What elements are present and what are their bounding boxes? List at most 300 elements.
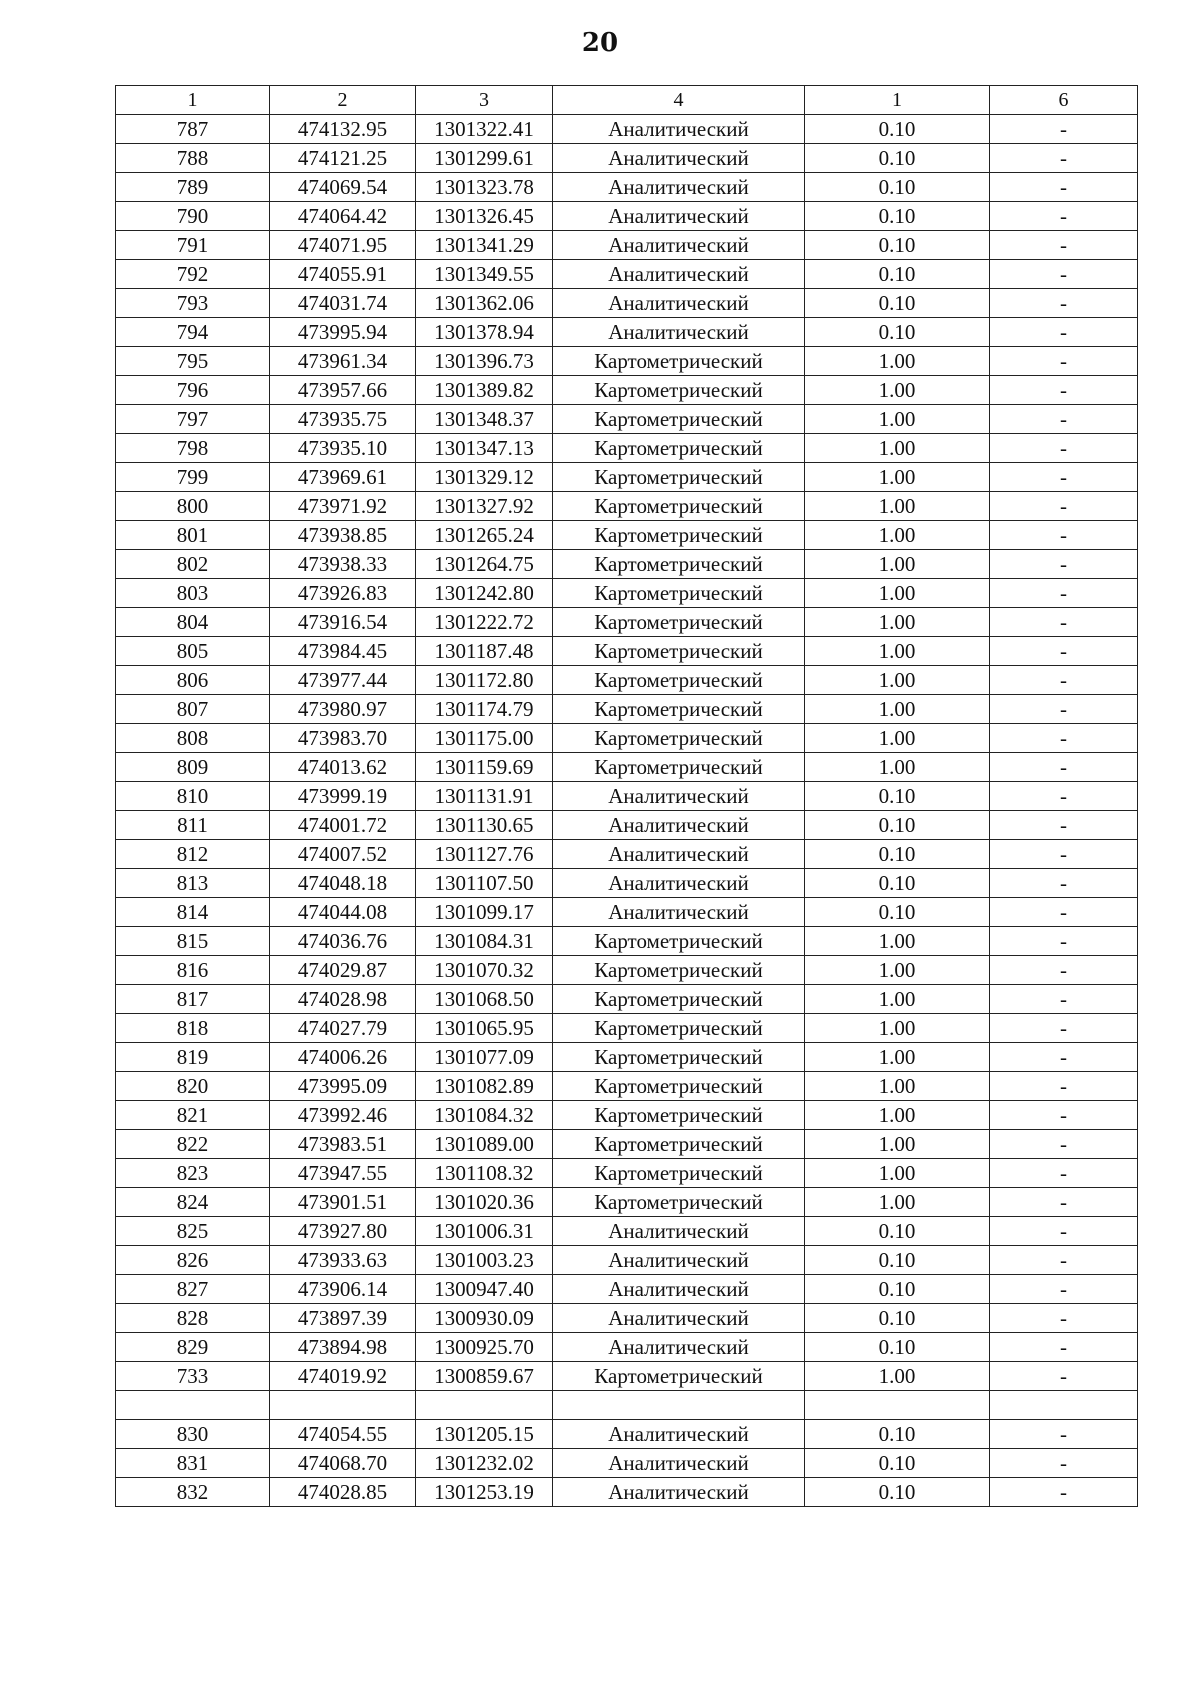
x-coordinate-cell: 473947.55 — [270, 1159, 416, 1188]
x-coordinate-cell: 473992.46 — [270, 1101, 416, 1130]
y-coordinate-cell: 1301347.13 — [416, 434, 553, 463]
note-cell: - — [990, 463, 1138, 492]
y-coordinate-cell: 1301070.32 — [416, 956, 553, 985]
table-header-row — [116, 86, 1138, 115]
accuracy-cell: 1.00 — [805, 1101, 990, 1130]
table-row — [116, 724, 1138, 753]
method-cell: Аналитический — [553, 811, 805, 840]
method-cell: Картометрический — [553, 1159, 805, 1188]
accuracy-cell: 0.10 — [805, 318, 990, 347]
x-coordinate-cell: 474069.54 — [270, 173, 416, 202]
note-cell: - — [990, 260, 1138, 289]
x-coordinate-cell: 473995.94 — [270, 318, 416, 347]
y-coordinate-cell: 1301065.95 — [416, 1014, 553, 1043]
table-row — [116, 115, 1138, 144]
table-row — [116, 1188, 1138, 1217]
column-header: 1 — [805, 86, 990, 115]
table-row — [116, 550, 1138, 579]
accuracy-cell: 1.00 — [805, 1130, 990, 1159]
y-coordinate-cell: 1300930.09 — [416, 1304, 553, 1333]
method-cell: Аналитический — [553, 1333, 805, 1362]
x-coordinate-cell: 474028.85 — [270, 1478, 416, 1507]
point-number-cell: 810 — [116, 782, 270, 811]
method-cell: Аналитический — [553, 1420, 805, 1449]
accuracy-cell: 1.00 — [805, 579, 990, 608]
table-row — [116, 1217, 1138, 1246]
y-coordinate-cell: 1301349.55 — [416, 260, 553, 289]
method-cell: Аналитический — [553, 115, 805, 144]
table-row — [116, 637, 1138, 666]
table-row — [116, 405, 1138, 434]
x-coordinate-cell: 474121.25 — [270, 144, 416, 173]
method-cell: Аналитический — [553, 260, 805, 289]
accuracy-cell: 0.10 — [805, 869, 990, 898]
point-number-cell: 797 — [116, 405, 270, 434]
method-cell: Картометрический — [553, 1130, 805, 1159]
y-coordinate-cell: 1301175.00 — [416, 724, 553, 753]
note-cell: - — [990, 695, 1138, 724]
accuracy-cell: 1.00 — [805, 927, 990, 956]
y-coordinate-cell: 1301006.31 — [416, 1217, 553, 1246]
note-cell: - — [990, 434, 1138, 463]
x-coordinate-cell: 474019.92 — [270, 1362, 416, 1391]
method-cell: Картометрический — [553, 405, 805, 434]
method-cell: Картометрический — [553, 985, 805, 1014]
accuracy-cell: 1.00 — [805, 405, 990, 434]
table-row — [116, 608, 1138, 637]
x-coordinate-cell: 473901.51 — [270, 1188, 416, 1217]
note-cell: - — [990, 1362, 1138, 1391]
note-cell: - — [990, 231, 1138, 260]
table-row — [116, 985, 1138, 1014]
accuracy-cell: 0.10 — [805, 782, 990, 811]
y-coordinate-cell: 1301205.15 — [416, 1420, 553, 1449]
table-row — [116, 1362, 1138, 1391]
x-coordinate-cell: 474054.55 — [270, 1420, 416, 1449]
point-number-cell: 814 — [116, 898, 270, 927]
note-cell: - — [990, 579, 1138, 608]
y-coordinate-cell: 1301077.09 — [416, 1043, 553, 1072]
accuracy-cell: 0.10 — [805, 840, 990, 869]
point-number-cell: 809 — [116, 753, 270, 782]
method-cell: Картометрический — [553, 550, 805, 579]
x-coordinate-cell: 473933.63 — [270, 1246, 416, 1275]
accuracy-cell: 1.00 — [805, 434, 990, 463]
y-coordinate-cell: 1300925.70 — [416, 1333, 553, 1362]
note-cell: - — [990, 1188, 1138, 1217]
y-coordinate-cell: 1301082.89 — [416, 1072, 553, 1101]
accuracy-cell: 1.00 — [805, 724, 990, 753]
table-row — [116, 666, 1138, 695]
column-header: 3 — [416, 86, 553, 115]
method-cell: Картометрический — [553, 927, 805, 956]
table-row — [116, 1275, 1138, 1304]
point-number-cell: 825 — [116, 1217, 270, 1246]
accuracy-cell: 0.10 — [805, 260, 990, 289]
accuracy-cell: 1.00 — [805, 1014, 990, 1043]
x-coordinate-cell: 474036.76 — [270, 927, 416, 956]
x-coordinate-cell: 474044.08 — [270, 898, 416, 927]
note-cell: - — [990, 521, 1138, 550]
point-number-cell: 807 — [116, 695, 270, 724]
method-cell: Картометрический — [553, 637, 805, 666]
point-number-cell: 808 — [116, 724, 270, 753]
table-row — [116, 173, 1138, 202]
y-coordinate-cell: 1301172.80 — [416, 666, 553, 695]
x-coordinate-cell: 473999.19 — [270, 782, 416, 811]
method-cell: Картометрический — [553, 376, 805, 405]
note-cell: - — [990, 637, 1138, 666]
point-number-cell: 802 — [116, 550, 270, 579]
y-coordinate-cell: 1301329.12 — [416, 463, 553, 492]
point-number-cell: 816 — [116, 956, 270, 985]
point-number-cell: 818 — [116, 1014, 270, 1043]
note-cell: - — [990, 405, 1138, 434]
point-number-cell: 801 — [116, 521, 270, 550]
point-number-cell: 830 — [116, 1420, 270, 1449]
note-cell: - — [990, 202, 1138, 231]
table-row — [116, 579, 1138, 608]
accuracy-cell: 1.00 — [805, 492, 990, 521]
note-cell: - — [990, 724, 1138, 753]
x-coordinate-cell — [270, 1391, 416, 1420]
note-cell: - — [990, 318, 1138, 347]
y-coordinate-cell: 1301003.23 — [416, 1246, 553, 1275]
x-coordinate-cell: 473957.66 — [270, 376, 416, 405]
y-coordinate-cell: 1301187.48 — [416, 637, 553, 666]
method-cell: Аналитический — [553, 782, 805, 811]
method-cell: Аналитический — [553, 289, 805, 318]
table-row — [116, 1159, 1138, 1188]
accuracy-cell: 1.00 — [805, 753, 990, 782]
accuracy-cell: 0.10 — [805, 202, 990, 231]
note-cell: - — [990, 1449, 1138, 1478]
note-cell: - — [990, 1275, 1138, 1304]
method-cell: Картометрический — [553, 695, 805, 724]
note-cell: - — [990, 1246, 1138, 1275]
table-row — [116, 753, 1138, 782]
note-cell: - — [990, 898, 1138, 927]
note-cell: - — [990, 173, 1138, 202]
table-row — [116, 434, 1138, 463]
point-number-cell: 817 — [116, 985, 270, 1014]
x-coordinate-cell: 473906.14 — [270, 1275, 416, 1304]
note-cell: - — [990, 956, 1138, 985]
table-row — [116, 1246, 1138, 1275]
y-coordinate-cell: 1301362.06 — [416, 289, 553, 318]
method-cell: Аналитический — [553, 898, 805, 927]
note-cell — [990, 1391, 1138, 1420]
y-coordinate-cell: 1301232.02 — [416, 1449, 553, 1478]
table-row — [116, 1043, 1138, 1072]
x-coordinate-cell: 474132.95 — [270, 115, 416, 144]
table-row — [116, 695, 1138, 724]
method-cell: Картометрический — [553, 956, 805, 985]
x-coordinate-cell: 473938.33 — [270, 550, 416, 579]
method-cell: Аналитический — [553, 1275, 805, 1304]
accuracy-cell — [805, 1391, 990, 1420]
note-cell: - — [990, 1130, 1138, 1159]
table-row — [116, 1333, 1138, 1362]
note-cell: - — [990, 1333, 1138, 1362]
point-number-cell: 795 — [116, 347, 270, 376]
table-row — [116, 318, 1138, 347]
method-cell: Картометрический — [553, 521, 805, 550]
accuracy-cell: 0.10 — [805, 289, 990, 318]
x-coordinate-cell: 474007.52 — [270, 840, 416, 869]
table-row — [116, 202, 1138, 231]
note-cell: - — [990, 753, 1138, 782]
accuracy-cell: 1.00 — [805, 376, 990, 405]
accuracy-cell: 1.00 — [805, 521, 990, 550]
table-row — [116, 231, 1138, 260]
y-coordinate-cell: 1301299.61 — [416, 144, 553, 173]
accuracy-cell: 0.10 — [805, 811, 990, 840]
accuracy-cell: 1.00 — [805, 1043, 990, 1072]
y-coordinate-cell — [416, 1391, 553, 1420]
x-coordinate-cell: 474029.87 — [270, 956, 416, 985]
table-row — [116, 898, 1138, 927]
x-coordinate-cell: 473926.83 — [270, 579, 416, 608]
y-coordinate-cell: 1301389.82 — [416, 376, 553, 405]
point-number-cell — [116, 1391, 270, 1420]
note-cell: - — [990, 927, 1138, 956]
method-cell: Картометрический — [553, 434, 805, 463]
note-cell: - — [990, 1478, 1138, 1507]
table-row — [116, 1449, 1138, 1478]
note-cell: - — [990, 608, 1138, 637]
x-coordinate-cell: 473916.54 — [270, 608, 416, 637]
point-number-cell: 812 — [116, 840, 270, 869]
x-coordinate-cell: 474048.18 — [270, 869, 416, 898]
y-coordinate-cell: 1301322.41 — [416, 115, 553, 144]
note-cell: - — [990, 492, 1138, 521]
y-coordinate-cell: 1301348.37 — [416, 405, 553, 434]
method-cell: Аналитический — [553, 840, 805, 869]
coordinates-table-body — [116, 86, 1138, 1507]
point-number-cell: 819 — [116, 1043, 270, 1072]
note-cell: - — [990, 666, 1138, 695]
y-coordinate-cell: 1301130.65 — [416, 811, 553, 840]
method-cell: Аналитический — [553, 173, 805, 202]
y-coordinate-cell: 1301084.31 — [416, 927, 553, 956]
y-coordinate-cell: 1301323.78 — [416, 173, 553, 202]
method-cell: Картометрический — [553, 463, 805, 492]
y-coordinate-cell: 1301174.79 — [416, 695, 553, 724]
accuracy-cell: 1.00 — [805, 550, 990, 579]
method-cell: Картометрический — [553, 753, 805, 782]
point-number-cell: 788 — [116, 144, 270, 173]
accuracy-cell: 1.00 — [805, 956, 990, 985]
y-coordinate-cell: 1301127.76 — [416, 840, 553, 869]
x-coordinate-cell: 474071.95 — [270, 231, 416, 260]
note-cell: - — [990, 1072, 1138, 1101]
y-coordinate-cell: 1301159.69 — [416, 753, 553, 782]
table-row — [116, 260, 1138, 289]
note-cell: - — [990, 869, 1138, 898]
point-number-cell: 822 — [116, 1130, 270, 1159]
accuracy-cell: 1.00 — [805, 637, 990, 666]
y-coordinate-cell: 1301242.80 — [416, 579, 553, 608]
x-coordinate-cell: 474031.74 — [270, 289, 416, 318]
note-cell: - — [990, 1217, 1138, 1246]
accuracy-cell: 0.10 — [805, 231, 990, 260]
table-row — [116, 1130, 1138, 1159]
note-cell: - — [990, 811, 1138, 840]
x-coordinate-cell: 474001.72 — [270, 811, 416, 840]
point-number-cell: 811 — [116, 811, 270, 840]
method-cell: Картометрический — [553, 492, 805, 521]
y-coordinate-cell: 1301108.32 — [416, 1159, 553, 1188]
accuracy-cell: 1.00 — [805, 985, 990, 1014]
point-number-cell: 831 — [116, 1449, 270, 1478]
method-cell: Аналитический — [553, 231, 805, 260]
method-cell: Картометрический — [553, 1362, 805, 1391]
column-header: 1 — [116, 86, 270, 115]
page-number: 20 — [581, 28, 619, 58]
point-number-cell: 832 — [116, 1478, 270, 1507]
table-row — [116, 1072, 1138, 1101]
point-number-cell: 827 — [116, 1275, 270, 1304]
table-row — [116, 1420, 1138, 1449]
point-number-cell: 815 — [116, 927, 270, 956]
point-number-cell: 813 — [116, 869, 270, 898]
table-row — [116, 1014, 1138, 1043]
x-coordinate-cell: 473977.44 — [270, 666, 416, 695]
table-row — [116, 347, 1138, 376]
point-number-cell: 821 — [116, 1101, 270, 1130]
method-cell: Картометрический — [553, 579, 805, 608]
table-row — [116, 927, 1138, 956]
point-number-cell: 787 — [116, 115, 270, 144]
table-row — [116, 289, 1138, 318]
y-coordinate-cell: 1301222.72 — [416, 608, 553, 637]
note-cell: - — [990, 782, 1138, 811]
method-cell — [553, 1391, 805, 1420]
x-coordinate-cell: 473894.98 — [270, 1333, 416, 1362]
y-coordinate-cell: 1301084.32 — [416, 1101, 553, 1130]
x-coordinate-cell: 474027.79 — [270, 1014, 416, 1043]
accuracy-cell: 1.00 — [805, 463, 990, 492]
accuracy-cell: 1.00 — [805, 695, 990, 724]
table-row — [116, 376, 1138, 405]
note-cell: - — [990, 144, 1138, 173]
x-coordinate-cell: 473980.97 — [270, 695, 416, 724]
accuracy-cell: 1.00 — [805, 347, 990, 376]
point-number-cell: 828 — [116, 1304, 270, 1333]
x-coordinate-cell: 474006.26 — [270, 1043, 416, 1072]
x-coordinate-cell: 473971.92 — [270, 492, 416, 521]
note-cell: - — [990, 376, 1138, 405]
note-cell: - — [990, 115, 1138, 144]
table-row — [116, 782, 1138, 811]
method-cell: Аналитический — [553, 1304, 805, 1333]
x-coordinate-cell: 473897.39 — [270, 1304, 416, 1333]
table-row — [116, 521, 1138, 550]
x-coordinate-cell: 473938.85 — [270, 521, 416, 550]
table-row — [116, 840, 1138, 869]
point-number-cell: 789 — [116, 173, 270, 202]
method-cell: Картометрический — [553, 1043, 805, 1072]
method-cell: Картометрический — [553, 666, 805, 695]
accuracy-cell: 0.10 — [805, 1275, 990, 1304]
x-coordinate-cell: 473969.61 — [270, 463, 416, 492]
point-number-cell: 826 — [116, 1246, 270, 1275]
y-coordinate-cell: 1301020.36 — [416, 1188, 553, 1217]
y-coordinate-cell: 1301253.19 — [416, 1478, 553, 1507]
point-number-cell: 794 — [116, 318, 270, 347]
accuracy-cell: 0.10 — [805, 1420, 990, 1449]
accuracy-cell: 0.10 — [805, 1449, 990, 1478]
method-cell: Аналитический — [553, 1449, 805, 1478]
point-number-cell: 796 — [116, 376, 270, 405]
accuracy-cell: 1.00 — [805, 1072, 990, 1101]
x-coordinate-cell: 474068.70 — [270, 1449, 416, 1478]
table-row — [116, 144, 1138, 173]
table-row — [116, 869, 1138, 898]
accuracy-cell: 1.00 — [805, 1159, 990, 1188]
accuracy-cell: 0.10 — [805, 1217, 990, 1246]
point-number-cell: 824 — [116, 1188, 270, 1217]
y-coordinate-cell: 1301068.50 — [416, 985, 553, 1014]
method-cell: Аналитический — [553, 1246, 805, 1275]
accuracy-cell: 1.00 — [805, 608, 990, 637]
point-number-cell: 829 — [116, 1333, 270, 1362]
x-coordinate-cell: 474028.98 — [270, 985, 416, 1014]
x-coordinate-cell: 474013.62 — [270, 753, 416, 782]
y-coordinate-cell: 1301396.73 — [416, 347, 553, 376]
accuracy-cell: 0.10 — [805, 173, 990, 202]
y-coordinate-cell: 1301107.50 — [416, 869, 553, 898]
column-header: 4 — [553, 86, 805, 115]
accuracy-cell: 1.00 — [805, 1362, 990, 1391]
point-number-cell: 790 — [116, 202, 270, 231]
y-coordinate-cell: 1301327.92 — [416, 492, 553, 521]
y-coordinate-cell: 1301131.91 — [416, 782, 553, 811]
table-row — [116, 811, 1138, 840]
note-cell: - — [990, 1304, 1138, 1333]
table-row — [116, 492, 1138, 521]
accuracy-cell: 0.10 — [805, 1304, 990, 1333]
method-cell: Картометрический — [553, 1014, 805, 1043]
y-coordinate-cell: 1301265.24 — [416, 521, 553, 550]
accuracy-cell: 1.00 — [805, 1188, 990, 1217]
note-cell: - — [990, 550, 1138, 579]
point-number-cell: 792 — [116, 260, 270, 289]
column-header: 2 — [270, 86, 416, 115]
y-coordinate-cell: 1300859.67 — [416, 1362, 553, 1391]
accuracy-cell: 0.10 — [805, 1478, 990, 1507]
accuracy-cell: 0.10 — [805, 1246, 990, 1275]
table-row — [116, 1478, 1138, 1507]
point-number-cell: 823 — [116, 1159, 270, 1188]
x-coordinate-cell: 473984.45 — [270, 637, 416, 666]
note-cell: - — [990, 985, 1138, 1014]
method-cell: Картометрический — [553, 724, 805, 753]
point-number-cell: 733 — [116, 1362, 270, 1391]
table-row — [116, 956, 1138, 985]
note-cell: - — [990, 1014, 1138, 1043]
x-coordinate-cell: 474055.91 — [270, 260, 416, 289]
point-number-cell: 804 — [116, 608, 270, 637]
note-cell: - — [990, 1159, 1138, 1188]
table-row — [116, 1304, 1138, 1333]
x-coordinate-cell: 473995.09 — [270, 1072, 416, 1101]
point-number-cell: 806 — [116, 666, 270, 695]
method-cell: Картометрический — [553, 1101, 805, 1130]
method-cell: Аналитический — [553, 869, 805, 898]
point-number-cell: 820 — [116, 1072, 270, 1101]
